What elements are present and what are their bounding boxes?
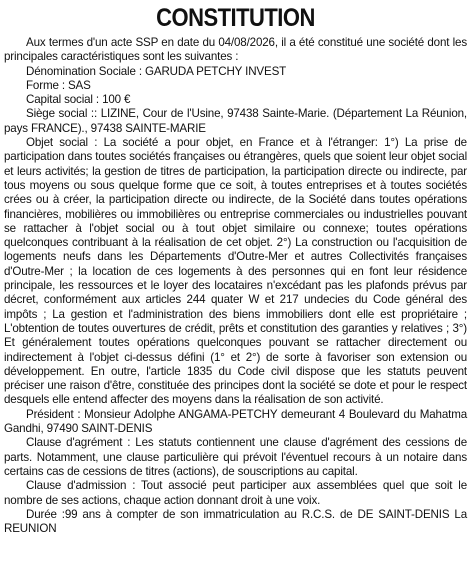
notice-body <box>4 36 467 536</box>
notice-title: CONSTITUTION <box>156 4 315 32</box>
company-name-line: Dénomination Sociale : GARUDA PETCHY INVEST <box>26 64 287 78</box>
share-capital-line: Capital social : 100 € <box>26 93 131 107</box>
admission-clause-paragraph: Clause d'admission : Tout associé peut participer aux assemblées quel que soit le nombre de ses actions, chaque action donnant droit à une voix. <box>4 479 467 507</box>
duration-paragraph: Durée :99 ans à compter de son immatriculation au R.C.S. de DE SAINT-DENIS La REUNION <box>4 507 467 536</box>
corporate-purpose-paragraph: Objet social : La société a pour objet, en France et à l'étranger: 1°) La prise de participation dans toutes sociétés françaises ou étrangères, quels que soient leur objet social et leurs activités; la gestion de titres de participation, la participation directe ou indirecte, par tous moyens ou sous quelque forme que ce soit, à toutes entreprises et à toutes sociétés crées ou à créer, la participation directe ou indirecte, de la Société dans toutes opérations financières, mobilières ou immobilières ou entreprise commerciales ou industrielles pouvant se rattacher à l'objet social ou à tout objet similaire ou connexe; toutes opérations quelconques contribuant à la réalisation de cet objet. 2°) La construction ou l'acquisition de logements neufs dans les Départements d'Outre-Mer et autres Collectivités françaises d'Outre-Mer ; la location de ces logements à des personnes qui en font leur résidence principale, les ressources et le loyer des locataires n'excédant pas les plafonds prévus par décret, conformément aux articles 244 quater W et 217 undecies du Code général des impôts ; La gestion et l'administration des biens immobiliers dont elle est propriétaire ; L'obtention de toutes ouvertures de crédit, prêts et constitution des garanties y relatives ; 3°) Et généralement toutes opérations quelconques pouvant se rattacher directement ou indirectement à l'objet ci-dessus défini (1° et 2°) de sorte à favoriser son extension ou développement. En outre, l'article 1835 du Code civil dispose que les statuts peuvent préciser une raison d'être, constituée des principes dont la société se dote et pour le respect desquels elle entend affecter des moyens dans la réalisation de son activité. <box>4 136 467 407</box>
approval-clause-paragraph: Clause d'agrément : Les statuts contiennent une clause d'agrément des cessions de parts. Notamment, une clause particulière qui prévoit l'éventuel recours à un notaire dans certains cas de cessions de titres (actions), de souscriptions au capital. <box>4 436 467 478</box>
registered-office-paragraph: Siège social :: LIZINE, Cour de l'Usine, 97438 Sainte-Marie. (Département La Réunion, pays FRANCE)., 97438 SAINTE-MARIE <box>4 107 467 135</box>
president-paragraph: Président : Monsieur Adolphe ANGAMA-PETCHY demeurant 4 Boulevard du Mahatma Gandhi, 97490 SAINT-DENIS <box>4 407 467 436</box>
intro-paragraph: Aux termes d'un acte SSP en date du 04/08/2026, il a été constitué une société dont les principales caractéristiques sont les suivantes : <box>4 36 467 64</box>
legal-form-line: Forme : SAS <box>26 78 91 92</box>
